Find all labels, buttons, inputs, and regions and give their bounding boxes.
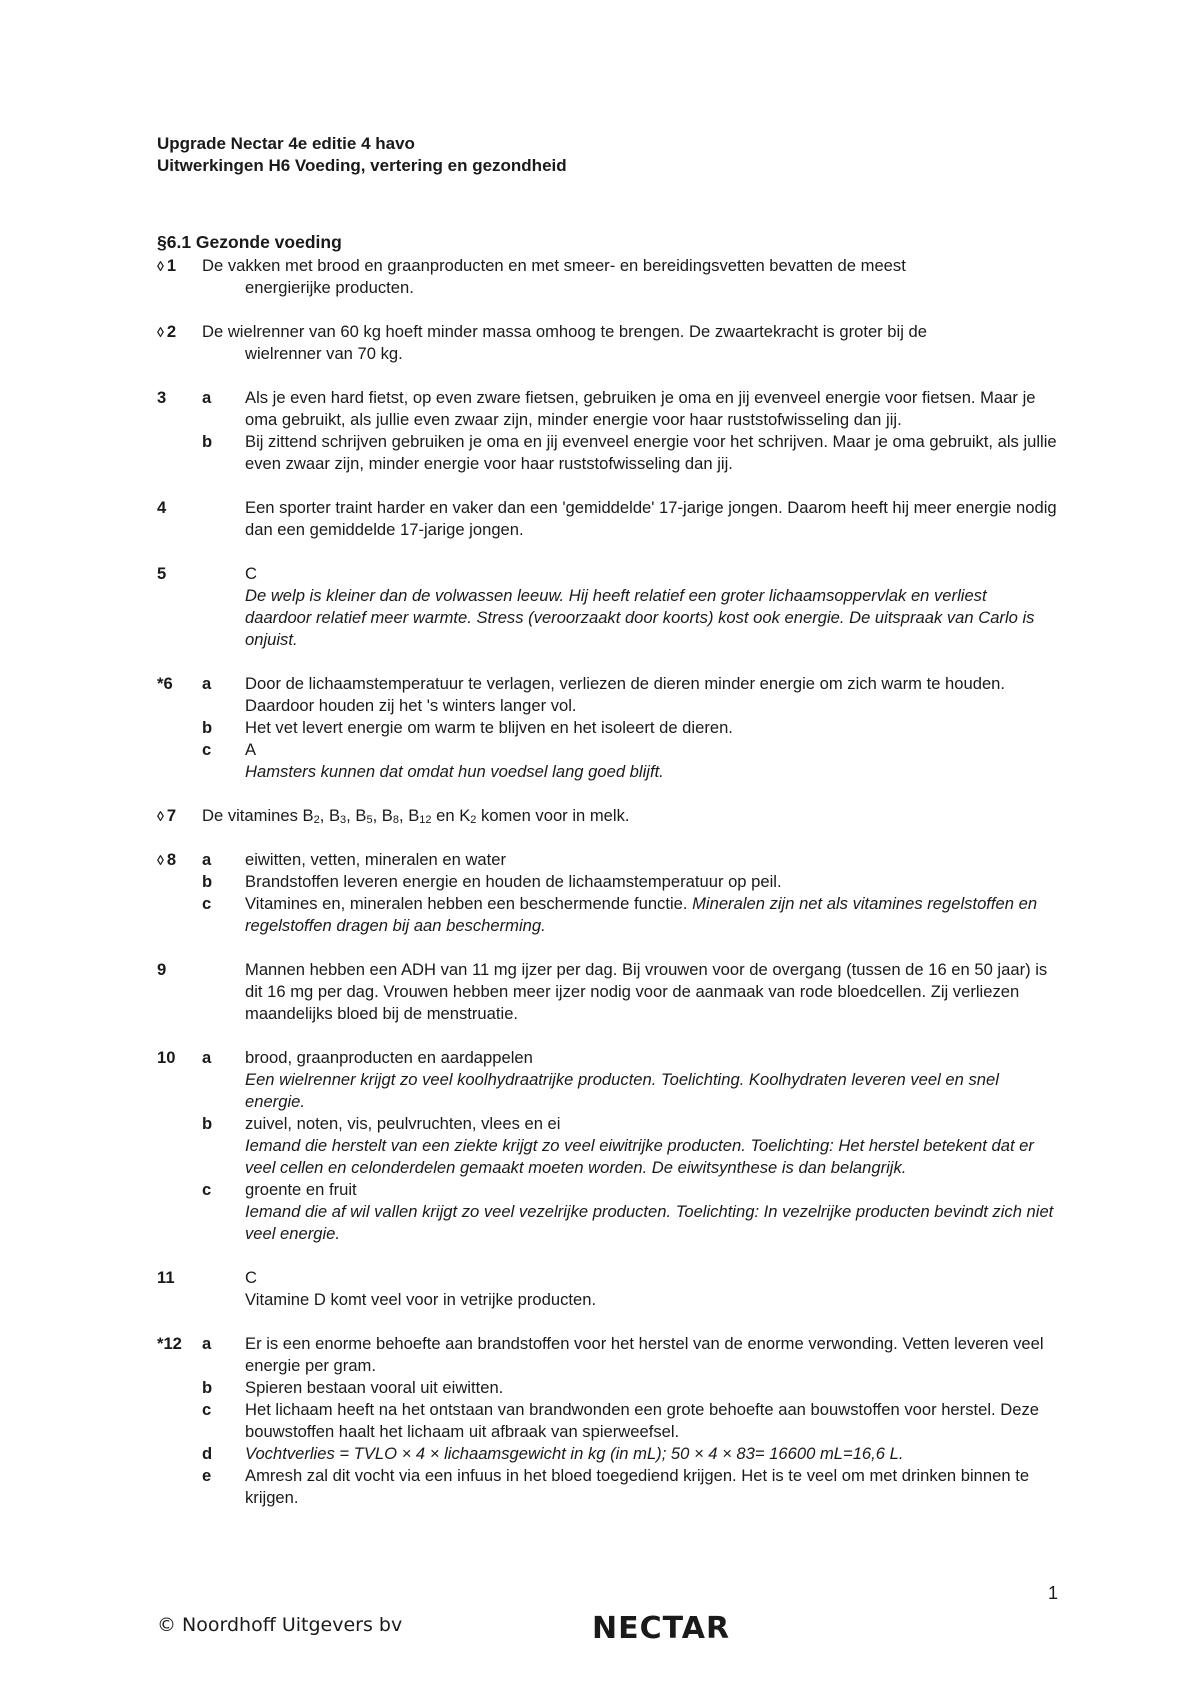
nectar-logo <box>592 1609 731 1646</box>
answer-text: eiwitten, vetten, mineralen en water <box>245 850 507 869</box>
sub-letter: b <box>202 1378 213 1397</box>
document-subtitle: Uitwerkingen H6 Voeding, vertering en gezondheid <box>157 156 567 175</box>
sub-letter: a <box>202 850 212 869</box>
question-8 <box>157 849 1057 937</box>
question-number: 10 <box>157 1048 176 1067</box>
question-number: ◊ 8 <box>157 850 177 869</box>
answer-choice: A <box>245 740 257 759</box>
answer-explanation: Iemand die herstelt van een ziekte krijgt zo veel eiwitrijke producten. Toelichting: Het herstel betekent dat er veel cellen en celonderdelen gemaakt moeten worden. De eiwitsynthese is dan belangrijk. <box>245 1136 1034 1177</box>
question-number: 4 <box>157 498 167 517</box>
question-number: ◊ 1 <box>157 256 177 275</box>
sub-letter: a <box>202 388 212 407</box>
sub-answer-c <box>157 1399 1057 1443</box>
answer-text: Spieren bestaan vooral uit eiwitten. <box>245 1378 504 1397</box>
question-10 <box>157 1047 1057 1245</box>
question-11 <box>157 1267 1057 1311</box>
question-9 <box>157 959 1057 1025</box>
digital-only-icon: ◊ <box>157 808 164 824</box>
sub-answer-a <box>157 849 1057 871</box>
question-4 <box>157 497 1057 541</box>
answer-text: groente en fruit <box>245 1180 357 1199</box>
sub-letter: b <box>202 1114 213 1133</box>
answer-text: De wielrenner van 60 kg hoeft minder massa omhoog te brengen. De zwaartekracht is groter bij de <box>202 322 927 341</box>
sub-letter: b <box>202 872 213 891</box>
sub-letter: a <box>202 674 212 693</box>
sub-answer-a <box>157 673 1057 717</box>
question-number: ◊ 7 <box>157 806 177 825</box>
question-number: 3 <box>157 388 167 407</box>
sub-letter: c <box>202 1180 212 1199</box>
question-12 <box>157 1333 1057 1509</box>
answer-text: Als je even hard fietst, op even zware fietsen, gebruiken je oma en jij evenveel energie voor fietsen. Maar je oma gebruikt, als jullie even zwaar zijn, minder energie voor haar ruststofwisseling dan jij. <box>245 388 1036 429</box>
answer-text: Vitamines en, mineralen hebben een beschermende functie. Mineralen zijn net als vitamines regelstoffen en regelstoffen dragen bij aan bescherming. <box>245 894 1038 935</box>
answer-text: Bij zittend schrijven gebruiken je oma en jij evenveel energie voor het schrijven. Maar je oma gebruikt, als jullie even zwaar zijn, minder energie voor haar ruststofwisseling dan jij. <box>245 432 1057 473</box>
sub-letter: c <box>202 894 212 913</box>
answer-explanation: Een wielrenner krijgt zo veel koolhydraatrijke producten. Toelichting. Koolhydraten leveren veel en snel energie. <box>245 1070 999 1111</box>
answer-explanation: De welp is kleiner dan de volwassen leeuw. Hij heeft relatief een groter lichaamsoppervlak en verliest daardoor relatief meer warmte. Stress (veroorzaakt door koorts) kost ook energie. De uitspraak van Carlo is onjuist. <box>245 586 1035 649</box>
page-number: 1 <box>1048 1583 1059 1603</box>
answer-text: Amresh zal dit vocht via een infuus in het bloed toegediend krijgen. Het is te veel om met drinken binnen te krijgen. <box>245 1466 1030 1507</box>
question-5 <box>157 563 1057 651</box>
question-1 <box>157 255 1057 299</box>
question-3 <box>157 387 1057 475</box>
answer-explanation: Hamsters kunnen dat omdat hun voedsel lang goed blijft. <box>245 762 664 781</box>
answer-text: Brandstoffen leveren energie en houden de lichaamstemperatuur op peil. <box>245 872 782 891</box>
sub-answer-c <box>157 739 1057 783</box>
answer-text: De vakken met brood en graanproducten en met smeer- en bereidingsvetten bevatten de meest <box>202 256 906 275</box>
sub-answer-b <box>157 1377 1057 1399</box>
sub-answer-a <box>157 1047 1057 1113</box>
answer-text: Het lichaam heeft na het ontstaan van brandwonden een grote behoefte aan bouwstoffen voor herstel. Deze bouwstoffen haalt het lichaam uit afbraak van spierweefsel. <box>245 1400 1039 1441</box>
question-7 <box>157 805 1057 827</box>
answer-text: brood, graanproducten en aardappelen <box>245 1048 533 1067</box>
section-title: §6.1 Gezonde voeding <box>157 232 342 252</box>
question-6 <box>157 673 1057 783</box>
answers-list <box>157 255 1057 1531</box>
answer-text: Vitamine D komt veel voor in vetrijke producten. <box>245 1290 597 1309</box>
sub-letter: c <box>202 740 212 759</box>
document-title: Upgrade Nectar 4e editie 4 havo <box>157 134 415 153</box>
digital-only-icon: ◊ <box>157 258 164 274</box>
question-2 <box>157 321 1057 365</box>
answer-text: Door de lichaamstemperatuur te verlagen, verliezen de dieren minder energie om zich warm te houden. Daardoor houden zij het 's winters langer vol. <box>245 674 1006 715</box>
sub-answer-b <box>157 431 1057 475</box>
answer-text: De vitamines $B_2$, $B_3$, $B_5$, $B_8$, $B_{12}$ en $K_2$ komen voor in melk. <box>202 806 630 826</box>
answer-text-continued: wielrenner van 70 kg. <box>245 344 403 363</box>
answer-text: Het vet levert energie om warm te blijven en het isoleert de dieren. <box>245 718 733 737</box>
sub-answer-b <box>157 871 1057 893</box>
sub-letter: a <box>202 1334 212 1353</box>
digital-only-icon: ◊ <box>157 852 164 868</box>
digital-only-icon: ◊ <box>157 324 164 340</box>
sub-answer-b <box>157 717 1057 739</box>
logo-text: NECTAR <box>592 1611 731 1646</box>
question-number: ◊ 2 <box>157 322 177 341</box>
answer-text: Mannen hebben een ADH van 11 mg ijzer per dag. Bij vrouwen voor de overgang (tussen de 16 en 50 jaar) is dit 16 mg per dag. Vrouwen hebben meer ijzer nodig voor de aanmaak van rode bloedcellen. Zij verliezen maandelijks bloed bij de menstruatie. <box>245 960 1048 1023</box>
copyright-notice: © Noordhoff Uitgevers bv <box>157 1614 403 1636</box>
answer-choice: C <box>245 564 257 583</box>
answer-formula: Vochtverlies = TVLO × 4 × lichaamsgewicht in kg (in mL); 50 × 4 × 83= 16600 mL=16,6 L. <box>245 1444 904 1463</box>
sub-answer-c <box>157 1179 1057 1245</box>
question-number: *12 <box>157 1334 182 1353</box>
sub-answer-b <box>157 1113 1057 1179</box>
answer-text: Er is een enorme behoefte aan brandstoffen voor het herstel van de enorme verwonding. Vetten leveren veel energie per gram. <box>245 1334 1044 1375</box>
question-number: 11 <box>157 1268 175 1287</box>
answer-explanation: Iemand die af wil vallen krijgt zo veel vezelrijke producten. Toelichting: In vezelrijke producten bevindt zich niet veel energie. <box>245 1202 1054 1243</box>
answer-text: zuivel, noten, vis, peulvruchten, vlees en ei <box>245 1114 561 1133</box>
sub-letter: b <box>202 432 213 451</box>
sub-letter: a <box>202 1048 212 1067</box>
question-number: 9 <box>157 960 167 979</box>
sub-letter: c <box>202 1400 212 1419</box>
sub-answer-d <box>157 1443 1057 1465</box>
answer-choice: C <box>245 1268 257 1287</box>
sub-answer-c <box>157 893 1057 937</box>
sub-letter: d <box>202 1444 213 1463</box>
sub-letter: e <box>202 1466 212 1485</box>
question-number: 5 <box>157 564 167 583</box>
sub-letter: b <box>202 718 213 737</box>
question-number: *6 <box>157 674 173 693</box>
answer-text: Een sporter traint harder en vaker dan een 'gemiddelde' 17-jarige jongen. Daarom heeft hij meer energie nodig dan een gemiddelde 17-jarige jongen. <box>245 498 1057 539</box>
sub-answer-a <box>157 387 1057 431</box>
sub-answer-e <box>157 1465 1057 1509</box>
sub-answer-a <box>157 1333 1057 1377</box>
answer-text-continued: energierijke producten. <box>245 278 414 297</box>
